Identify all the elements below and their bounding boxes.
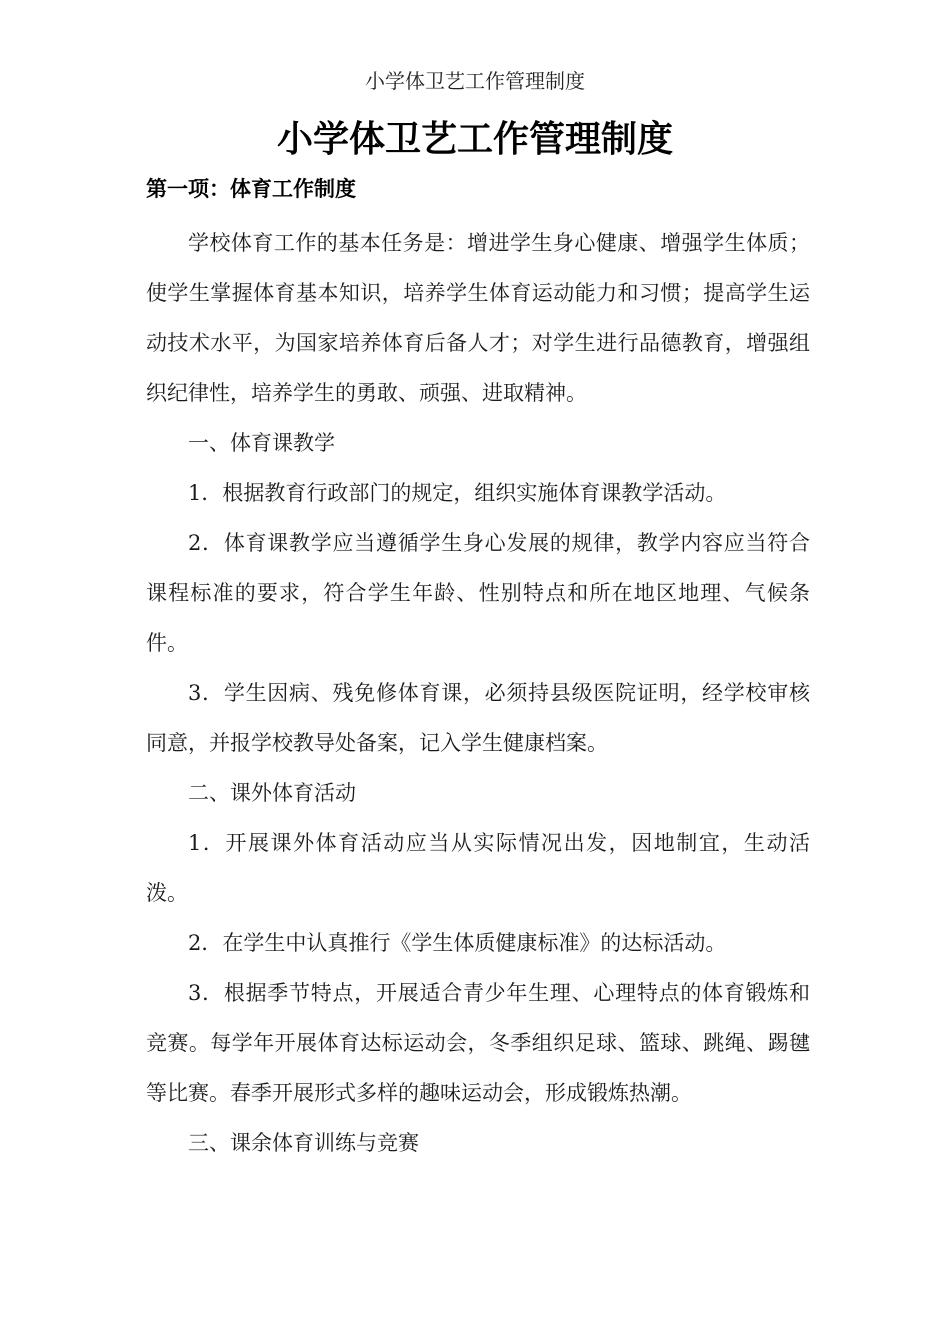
subheading-training: 三、课余体育训练与竞赛 [188,1131,419,1155]
document-title: 小学体卫艺工作管理制度 [276,119,673,160]
list-item: 3．根据季节特点，开展适合青少年生理、心理特点的体育锻炼和竞赛。每学年开展体育达标运动会，冬季组织足球、篮球、跳绳、踢毽等比赛。春季开展形式多样的趣味运动会，形成锻炼热潮。 [146,981,810,1105]
list-item: 3．学生因病、残免修体育课，必须持县级医院证明，经学校审核同意，并报学校教导处备案，记入学生健康档案。 [146,681,810,755]
list-item: 2．体育课教学应当遵循学生身心发展的规律，教学内容应当符合课程标准的要求，符合学生年龄、性别特点和所在地区地理、气候条件。 [146,531,810,655]
running-header: 小学体卫艺工作管理制度 [365,69,585,93]
subheading-pe-class: 一、体育课教学 [188,431,335,455]
list-item: 2．在学生中认真推行《学生体质健康标准》的达标活动。 [188,931,727,955]
document-body [146,218,810,1168]
list-item: 1．根据教育行政部门的规定，组织实施体育课教学活动。 [188,481,727,505]
section-heading: 第一项：体育工作制度 [146,177,356,201]
subheading-extracurricular: 二、课外体育活动 [188,781,356,805]
list-item: 1．开展课外体育活动应当从实际情况出发，因地制宜，生动活泼。 [146,831,810,905]
paragraph-intro: 学校体育工作的基本任务是：增进学生身心健康、增强学生体质；使学生掌握体育基本知识，培养学生体育运动能力和习惯；提高学生运动技术水平，为国家培养体育后备人才；对学生进行品德教育，增强组织纪律性，培养学生的勇敢、顽强、进取精神。 [146,231,810,405]
